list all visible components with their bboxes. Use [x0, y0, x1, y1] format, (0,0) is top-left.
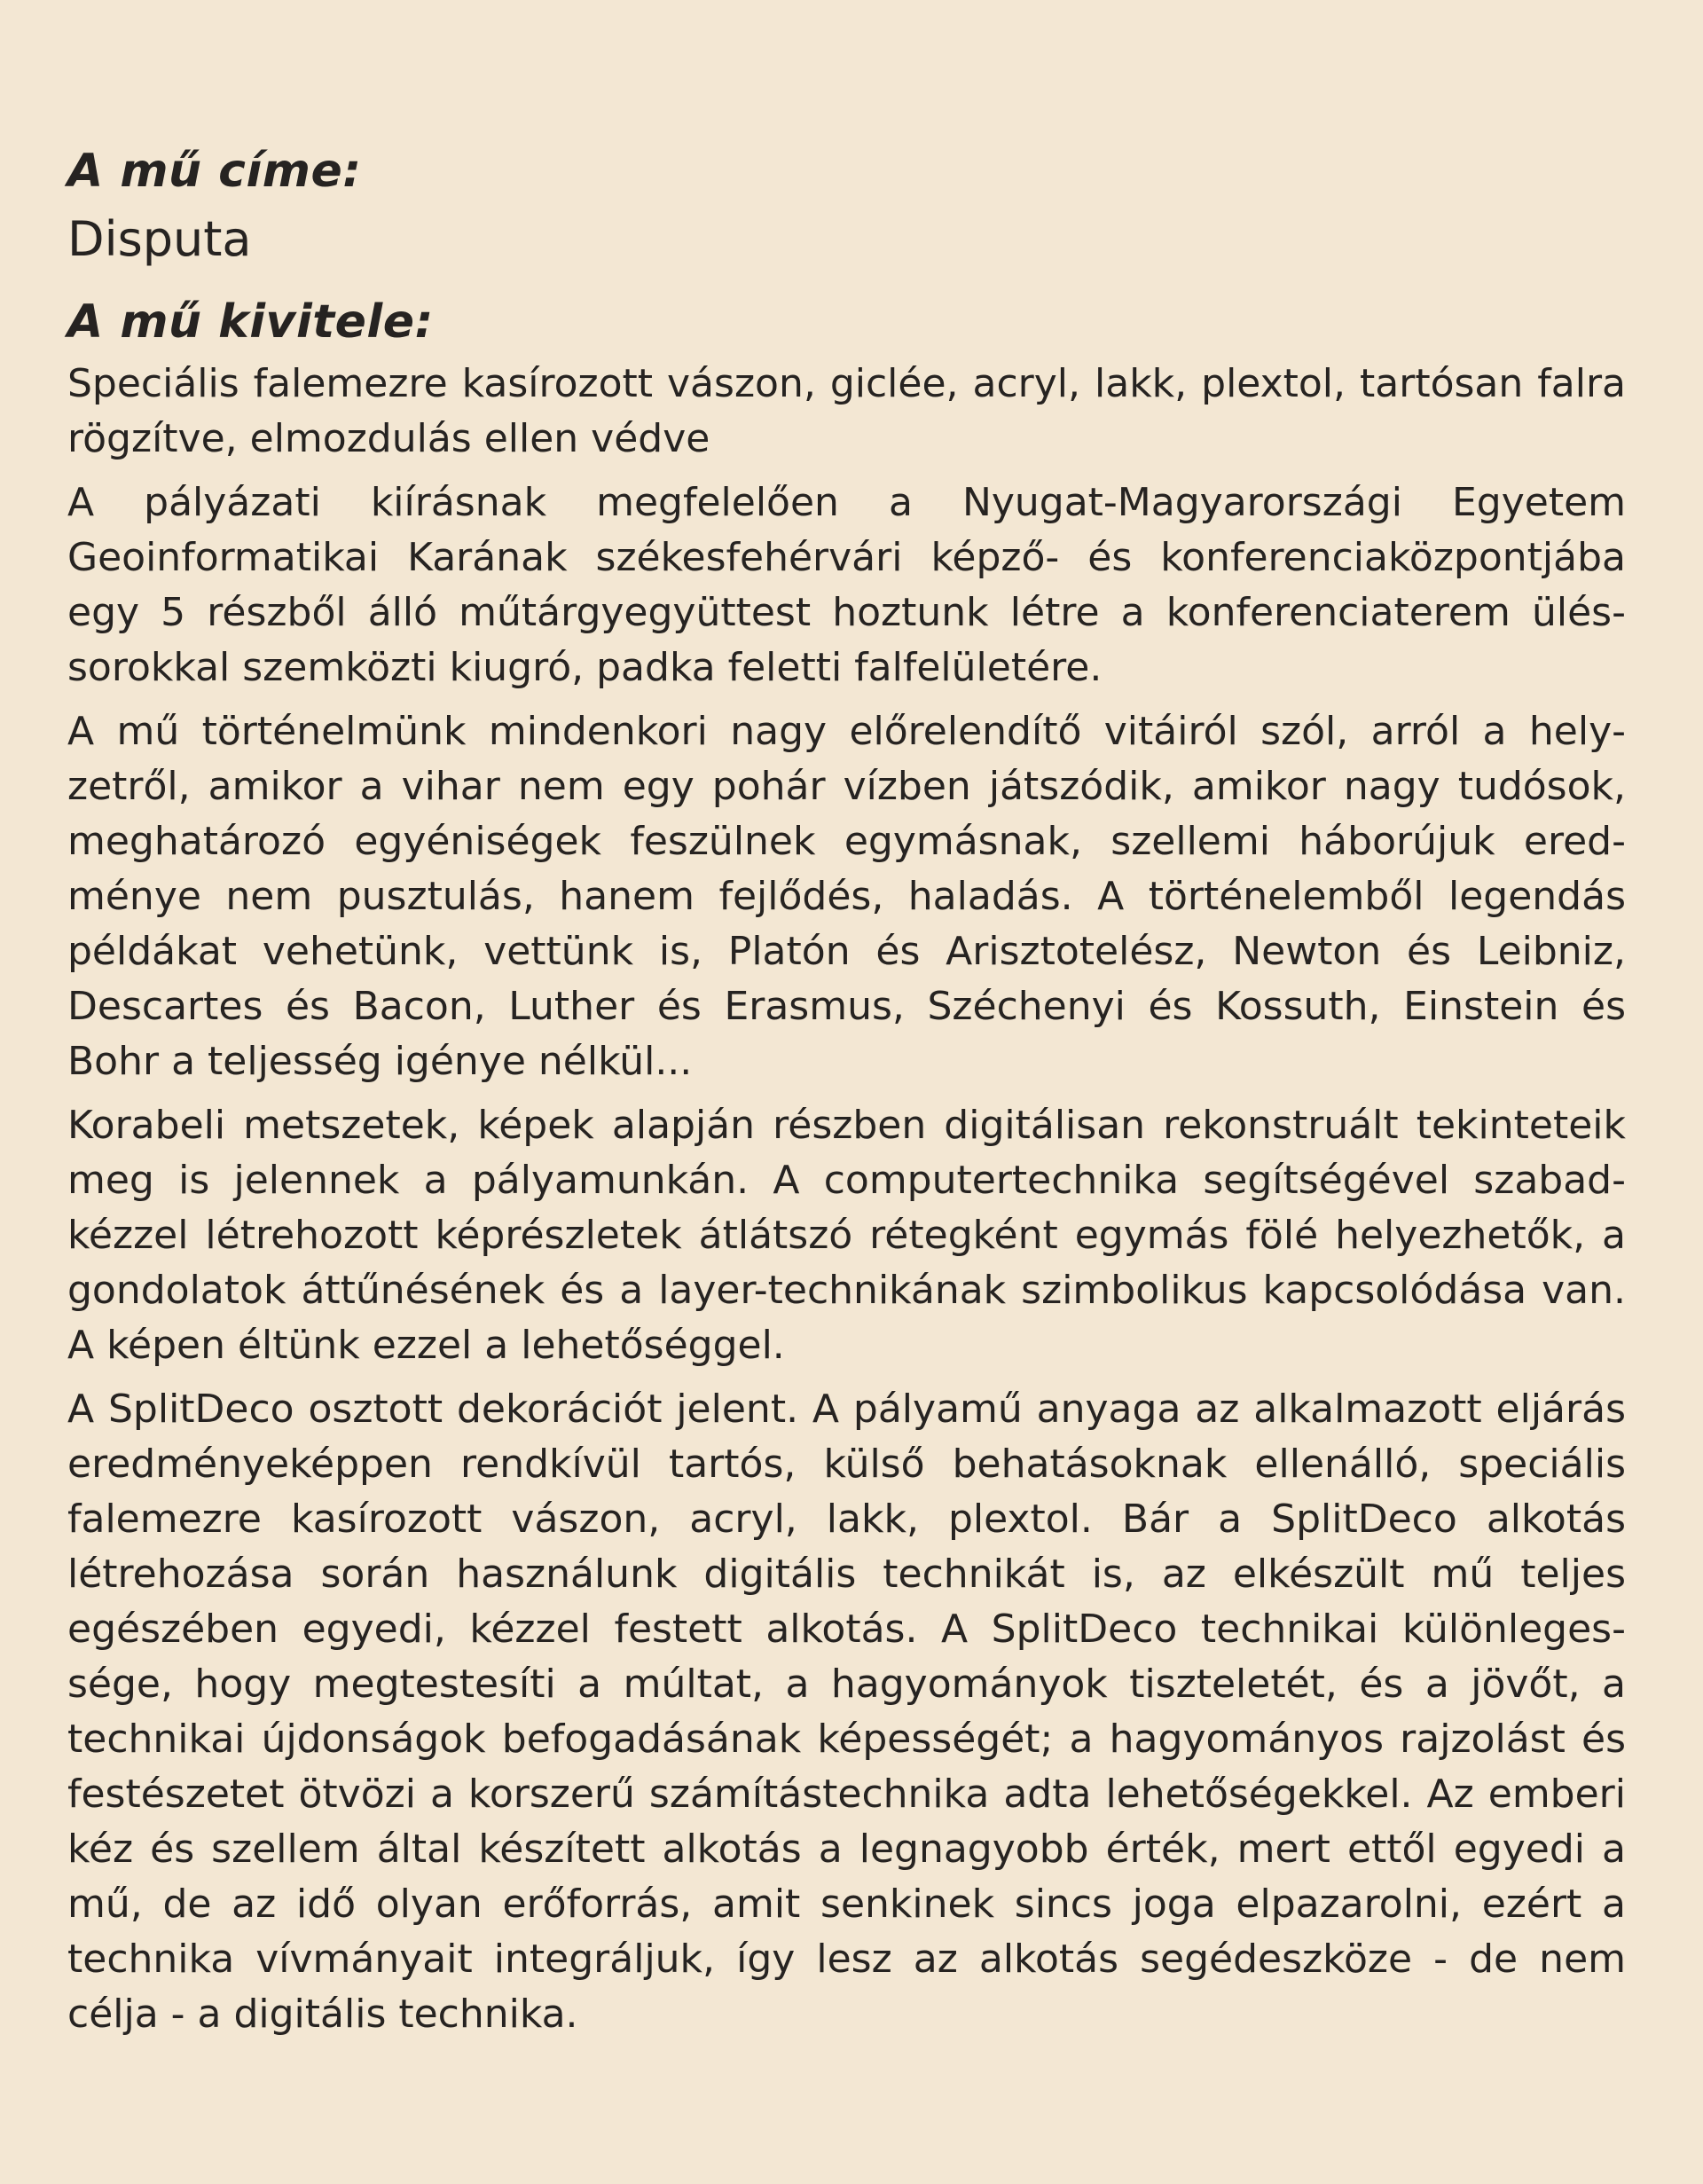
execution-heading: A mű kivitele:: [67, 295, 434, 349]
paragraph-technique: Korabeli metszetek, képek alapján részben digitálisan rekonstruált tekinteteik meg is jelennek a pályamunkán. A computertechnika segítségével szabadkézzel létrehozott képrészletek átlátszó rétegként egymás fölé helyezhetők, a gondolatok áttűnésének és a layer-technikának szimbolikus kapcsolódása van. A képen éltünk ezzel a lehetőséggel.: [67, 1103, 1626, 1368]
paragraph-theme: A mű történelmünk mindenkori nagy előrelendítő vitáiról szól, arról a helyzetről, amikor a vihar nem egy pohár vízben játszódik, amikor nagy tudósok, meghatározó egyéniségek feszülnek egymásnak, szellemi háborújuk eredménye nem pusztulás, hanem fejlődés, haladás. A történelemből legendás példákat vehetünk, vettünk is, Platón és Arisztotelész, Newton és Leibniz, Descartes és Bacon, Luther és Erasmus, Széchenyi és Kossuth, Einstein és Bohr a teljesség igénye nélkül...: [67, 709, 1626, 1084]
paragraph-commission: A pályázati kiírásnak megfelelően a Nyugat-Magyarországi Egyetem Geoinformatikai Karának székesfehérvári képző- és konferenciaközpontjába egy 5 részből álló műtárgyegyüttest hoztunk létre a konferenciaterem üléssorokkal szemközti kiugró, padka feletti falfelületére.: [67, 480, 1626, 690]
document-content: [67, 140, 1626, 2051]
paragraph-materials: Speciális falemezre kasírozott vászon, giclée, acryl, lakk, plextol, tartósan falra rögzítve, elmozdulás ellen védve: [67, 361, 1626, 461]
artwork-title: Disputa: [67, 211, 252, 267]
paragraph-splitdeco: A SplitDeco osztott dekorációt jelent. A pályamű anyaga az alkalmazott eljárás eredményeképpen rendkívül tartós, külső behatásoknak ellenálló, speciális falemezre kasírozott vászon, acryl, lakk, plextol. Bár a SplitDeco alkotás létrehozása során használunk digitális technikát is, az elkészült mű teljes egészében egyedi, kézzel festett alkotás. A SplitDeco technikai különlegessége, hogy megtestesíti a múltat, a hagyományok tiszteletét, és a jövőt, a technikai újdonságok befogadásának képességét; a hagyományos rajzolást és festészetet ötvözi a korszerű számítástechnika adta lehetőségekkel. Az emberi kéz és szellem által készített alkotás a legnagyobb érték, mert ettől egyedi a mű, de az idő olyan erőforrás, amit senkinek sincs joga elpazarolni, ezért a technika vívmányait integráljuk, így lesz az alkotás segédeszköze - de nem célja - a digitális technika.: [67, 1387, 1626, 2037]
title-heading: A mű címe:: [67, 145, 362, 198]
